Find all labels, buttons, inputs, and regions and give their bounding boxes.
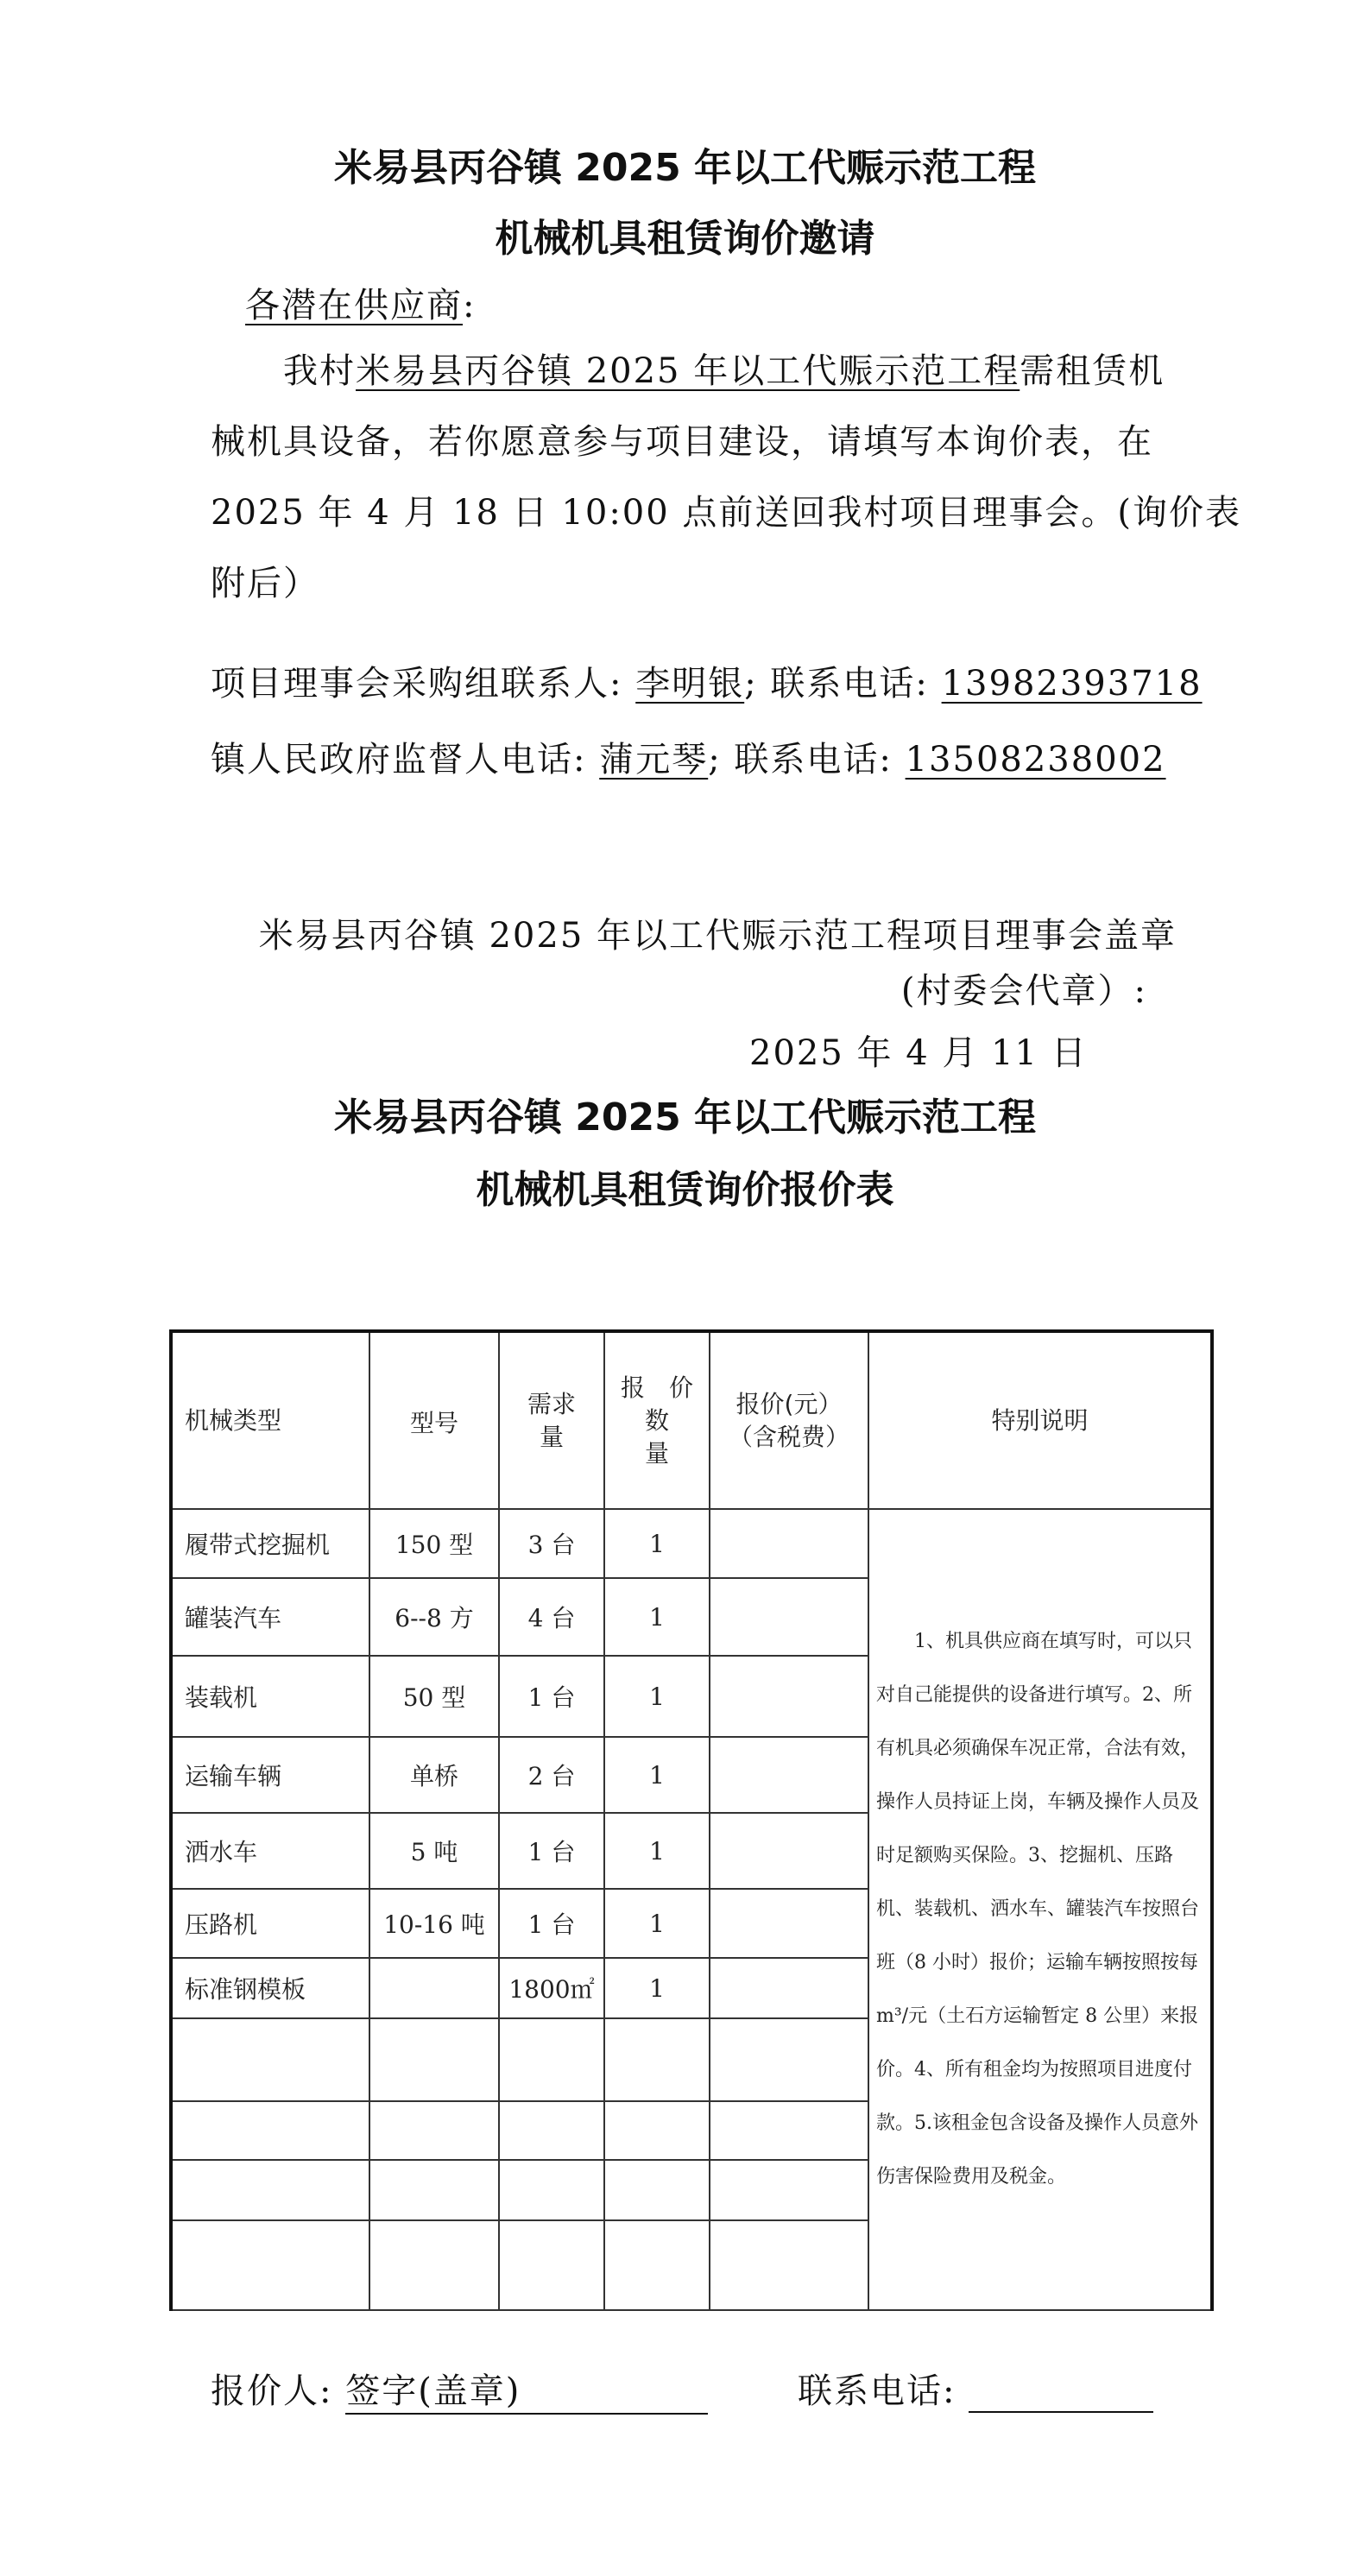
cell-qty[interactable] — [604, 2220, 710, 2310]
cell-demand[interactable] — [499, 2160, 604, 2220]
quoter-phone — [798, 2364, 1153, 2413]
contact2-phone: 13508238002 — [905, 740, 1166, 780]
paragraph-line-1 — [283, 344, 1165, 393]
cell-demand[interactable] — [499, 2220, 604, 2310]
cell-demand: 2 台 — [499, 1737, 604, 1813]
contact2-name: 蒲元琴 — [599, 740, 709, 780]
cell-qty[interactable] — [604, 2101, 710, 2160]
cell-demand: 1 台 — [499, 1813, 604, 1889]
cell-type: 装载机 — [171, 1656, 369, 1737]
quote-title-line2: 机械机具租赁询价报价表 — [476, 1168, 894, 1212]
header-demand — [499, 1331, 604, 1509]
cell-qty: 1 — [604, 1578, 710, 1656]
header-quote-qty — [604, 1331, 710, 1509]
paragraph-line-2: 械机具设备，若你愿意参与项目建设，请填写本询价表，在 — [211, 422, 1153, 462]
cell-qty: 1 — [604, 1656, 710, 1737]
cell-demand: 1800㎡ — [499, 1958, 604, 2018]
cell-price-input[interactable] — [710, 1958, 868, 2018]
invitation-date: 2025 年 4 月 11 日 — [749, 1033, 1088, 1073]
header-price-1: 报价(元） — [736, 1389, 843, 1418]
cell-qty[interactable] — [604, 2160, 710, 2220]
cell-price-input[interactable] — [710, 2160, 868, 2220]
cell-qty: 1 — [604, 1509, 710, 1578]
cell-price-input[interactable] — [710, 2220, 868, 2310]
cell-type: 运输车辆 — [171, 1737, 369, 1813]
contact2-label: 镇人民政府监督人电话: — [211, 740, 587, 780]
paragraph-line-3: 2025 年 4 月 18 日 10:00 点前送回我村项目理事会。(询价表 — [211, 493, 1242, 533]
contact-purchasing — [211, 656, 1203, 705]
cell-type: 标准钢模板 — [171, 1958, 369, 2018]
para-suffix: 需租赁机 — [1020, 351, 1165, 391]
quoter-label: 报价人: — [211, 2371, 333, 2411]
cell-price-input[interactable] — [710, 1509, 868, 1578]
header-type: 机械类型 — [171, 1331, 369, 1509]
cell-type[interactable] — [171, 2160, 369, 2220]
salutation-text: 各潜在供应商 — [245, 286, 463, 325]
contact-supervisor — [211, 732, 1166, 781]
cell-model: 单桥 — [369, 1737, 499, 1813]
cell-model: 6--8 方 — [369, 1578, 499, 1656]
cell-qty: 1 — [604, 1737, 710, 1813]
header-price-2: （含税费） — [728, 1422, 849, 1451]
cell-demand: 1 台 — [499, 1889, 604, 1958]
cell-model — [369, 1958, 499, 2018]
cell-demand[interactable] — [499, 2018, 604, 2101]
header-demand-1: 需求 — [527, 1389, 576, 1418]
quoter-phone-field[interactable] — [969, 2373, 1153, 2413]
cell-qty: 1 — [604, 1813, 710, 1889]
cell-type: 罐装汽车 — [171, 1578, 369, 1656]
header-price — [710, 1331, 868, 1509]
invitation-title-line1: 米易县丙谷镇 2025 年以工代赈示范工程 — [333, 146, 1037, 190]
invitation-title-line2: 机械机具租赁询价邀请 — [495, 217, 875, 261]
cell-model: 150 型 — [369, 1509, 499, 1578]
cell-model[interactable] — [369, 2018, 499, 2101]
special-notes-cell: 1、机具供应商在填写时，可以只对自己能提供的设备进行填写。2、所有机具必须确保车况正常，合法有效，操作人员持证上岗，车辆及操作人员及时足额购买保险。3、挖掘机、压路机、装载机、洒水车、罐装汽车按照台班（8 小时）报价；运输车辆按照按每 m³/元（土石方运输暂定 8 公里）来报价。4、所有租金均为按照项目进度付款。5.该租金包含设备及操作人员意外伤害保险费用及税金。 — [868, 1509, 1212, 2310]
cell-price-input[interactable] — [710, 2101, 868, 2160]
cell-model: 50 型 — [369, 1656, 499, 1737]
cell-price-input[interactable] — [710, 1656, 868, 1737]
cell-type: 洒水车 — [171, 1813, 369, 1889]
quoter-phone-label: 联系电话: — [798, 2371, 956, 2411]
salutation-colon: : — [463, 286, 477, 325]
header-model: 型号 — [369, 1331, 499, 1509]
header-qty-3: 量 — [644, 1438, 669, 1468]
cell-model[interactable] — [369, 2220, 499, 2310]
header-qty-1: 报 价 — [620, 1373, 693, 1402]
cell-qty: 1 — [604, 1958, 710, 2018]
para-prefix: 我村 — [283, 351, 356, 391]
quoter-signature-hint: 签字(盖章) — [345, 2371, 521, 2411]
header-qty-2: 数 — [644, 1405, 669, 1435]
cell-qty: 1 — [604, 1889, 710, 1958]
table-row — [171, 1509, 1212, 1578]
cell-price-input[interactable] — [710, 2018, 868, 2101]
header-demand-2: 量 — [539, 1422, 564, 1451]
cell-model[interactable] — [369, 2160, 499, 2220]
seal-line-1: 米易县丙谷镇 2025 年以工代赈示范工程项目理事会盖章 — [258, 916, 1177, 956]
cell-model[interactable] — [369, 2101, 499, 2160]
cell-type: 履带式挖掘机 — [171, 1509, 369, 1578]
para-project-name: 米易县丙谷镇 2025 年以工代赈示范工程 — [356, 351, 1020, 391]
cell-demand: 1 台 — [499, 1656, 604, 1737]
cell-model: 5 吨 — [369, 1813, 499, 1889]
cell-type[interactable] — [171, 2101, 369, 2160]
seal-line-2: (村委会代章）: — [900, 971, 1147, 1011]
header-notes: 特别说明 — [868, 1331, 1212, 1509]
cell-type[interactable] — [171, 2018, 369, 2101]
contact1-name: 李明银 — [635, 664, 745, 704]
contact2-phone-label: ; 联系电话: — [708, 740, 893, 780]
table-header-row — [171, 1331, 1212, 1509]
quote-title-line1: 米易县丙谷镇 2025 年以工代赈示范工程 — [333, 1095, 1037, 1140]
cell-price-input[interactable] — [710, 1889, 868, 1958]
cell-demand: 3 台 — [499, 1509, 604, 1578]
contact1-label: 项目理事会采购组联系人: — [211, 664, 623, 704]
cell-price-input[interactable] — [710, 1737, 868, 1813]
cell-demand[interactable] — [499, 2101, 604, 2160]
quoter-signature — [211, 2364, 708, 2415]
quote-table — [169, 1329, 1214, 2311]
cell-price-input[interactable] — [710, 1813, 868, 1889]
cell-model: 10-16 吨 — [369, 1889, 499, 1958]
cell-demand: 4 台 — [499, 1578, 604, 1656]
quoter-signature-field[interactable] — [345, 2364, 708, 2415]
cell-price-input[interactable] — [710, 1578, 868, 1656]
cell-type[interactable] — [171, 2220, 369, 2310]
contact1-phone: 13982393718 — [941, 664, 1203, 704]
cell-qty[interactable] — [604, 2018, 710, 2101]
cell-type: 压路机 — [171, 1889, 369, 1958]
contact1-phone-label: ; 联系电话: — [744, 664, 929, 704]
paragraph-line-4: 附后） — [211, 564, 319, 603]
salutation — [245, 278, 476, 327]
